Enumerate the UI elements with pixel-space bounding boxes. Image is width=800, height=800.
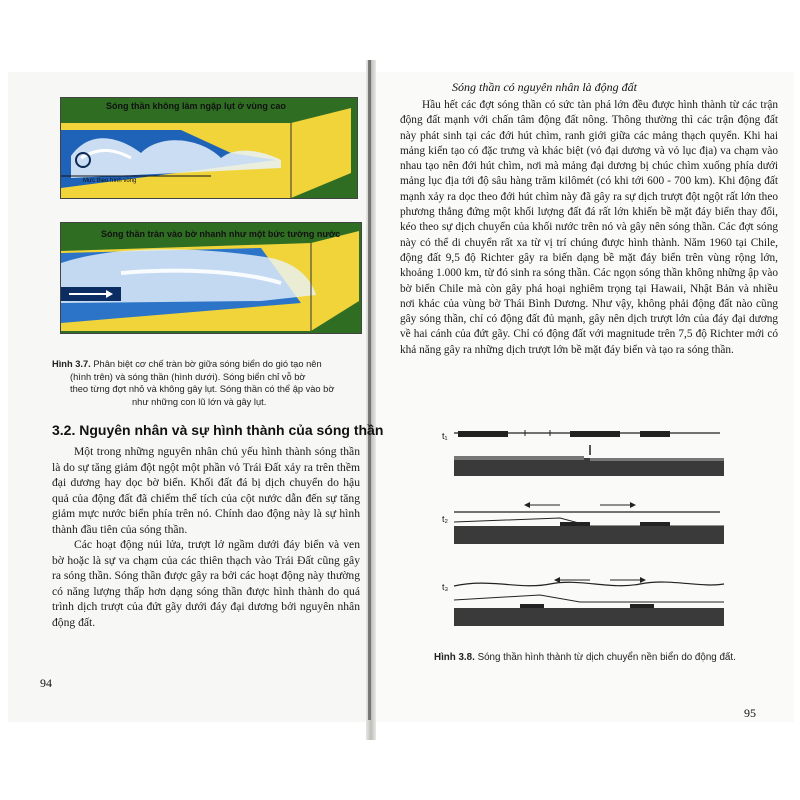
diagram-label-t3: t₃	[442, 582, 449, 592]
left-body-text	[52, 444, 360, 630]
caption-line-1: Phân biệt cơ chế tràn bờ giữa sóng biển do gió tạo nên	[93, 359, 322, 369]
figure-3-7-caption	[52, 358, 362, 408]
figure-wind-wave	[60, 97, 358, 199]
caption-line-2: (hình trên) và sóng thần (hình dưới). Sóng biển chỉ vỗ bờ	[70, 371, 306, 382]
left-paragraph-1: Một trong những nguyên nhân chủ yếu hình thành sóng thần là do sự tăng giảm đột ngột một phần vỏ Trái Đất xảy ra trên thềm đại dương hay dọc bờ biển. Khối đất đá bị dịch chuyển do hậu quả của động đất đã chiếm thể tích của cột nước dẫn đến sự tăng giảm mực nước biển phía trên nó. Chính dao động này là sự hình thành đầu tiên của sóng thần.	[52, 445, 360, 536]
page-number-left: 94	[40, 676, 52, 690]
caption-3-8-text: Sóng thần hình thành từ dịch chuyển nền biển do động đất.	[477, 652, 736, 663]
caption-line-4: như những con lũ lớn và gây lụt.	[132, 396, 267, 407]
figure1-label: Sóng thần không làm ngập lụt ở vùng cao	[106, 101, 286, 111]
section-heading: 3.2. Nguyên nhân và sự hình thành của sóng thần	[52, 422, 384, 438]
caption-line-3: theo từng đợt nhỏ và không gây lụt. Sóng thần có thể ập vào bờ	[70, 384, 335, 395]
left-paragraph-2: Các hoạt động núi lửa, trượt lở ngầm dưới đáy biển và ven bờ hoặc là sự va chạm của các thiên thạch vào Trái Đất cũng gây ra sóng thần. Sóng thần được gây ra bởi các hoạt động này thường có năng lượng thấp hơn dạng sóng thần được hình thành do quá trình dịch trượt của đứt gãy dưới đáy đại dương bởi nguyên nhân động đất.	[52, 538, 360, 629]
caption-3-7-prefix: Hình 3.7.	[52, 359, 91, 369]
figure2-label: Sóng thần tràn vào bờ nhanh như một bức tường nước	[101, 229, 341, 239]
figure-3-8-diagram	[440, 430, 730, 645]
figure-tsunami-wall	[60, 222, 362, 334]
seafloor-displacement-illustration	[440, 430, 730, 645]
figure-3-8-caption	[434, 652, 736, 663]
diagram-label-t2: t₂	[442, 514, 448, 524]
gutter-edge	[368, 60, 371, 720]
figure1-tiny-label: Mực theo hình vòng	[83, 178, 137, 184]
tsunami-illustration	[61, 223, 361, 333]
right-body-text	[400, 98, 778, 358]
caption-3-8-prefix: Hình 3.8.	[434, 652, 475, 663]
right-subheading: Sóng thần có nguyên nhân là động đất	[452, 80, 637, 94]
right-paragraph: Hầu hết các đợt sóng thần có sức tàn phá lớn đều được hình thành từ các trận động đất mạnh với chấn tâm động đất nông. Thông thường thì các trận động đất này phát sinh tại các đới hút chìm, ranh giới giữa các mảng thạch quyển. Khi hai mảng kiến tạo có đặc trưng và khác biệt (vỏ đại dương và vỏ lục địa) va chạm vào nhau tạo nên đới hút chìm, nơi mà mảng đại dương bị chúc chìm xuống phía dưới mảng lục địa tới độ sâu hàng trăm kilômét (có khi tới 600 - 700 km). Khi động đất mạnh xảy ra dọc theo đới hút chìm này đã gây ra sự dịch trượt đột ngột rất lớn theo phương thẳng đứng một khối lượng đất đá rất lớn khiến bề mặt đáy biển thay đổi, kéo theo sự dịch chuyển của khối nước trên nó và gây nên sóng thần. Các đợt sóng này có thể di chuyển rất xa từ vị trí chúng được hình thành. Năm 1960 tại Chile, động đất 9,5 độ Richter gây ra biến dạng bề mặt đáy biển trên vùng rộng lớn, khoảng 1.000 km, từ đó sinh ra sóng thần. Các ngọn sóng thần không những ập vào bờ biển Chile mà còn gây phá hoại nghiêm trọng tại Hawaii, Nhật Bản và nhiều nơi khác của vùng bờ Thái Bình Dương. Như vậy, không phải động đất nào cũng gây sóng thần, chỉ có động đất đủ mạnh, gây nên dịch trượt lớn của đáy đại dương về hai cánh của đứt gãy. Chỉ có động đất với magnitude trên 7,5 độ Richter mới có khả năng gây ra những dịch trượt lớn bề mặt đáy biển và tạo ra sóng thần.	[400, 99, 778, 356]
diagram-label-t1: t₁	[442, 431, 448, 441]
page-number-right: 95	[744, 706, 756, 720]
